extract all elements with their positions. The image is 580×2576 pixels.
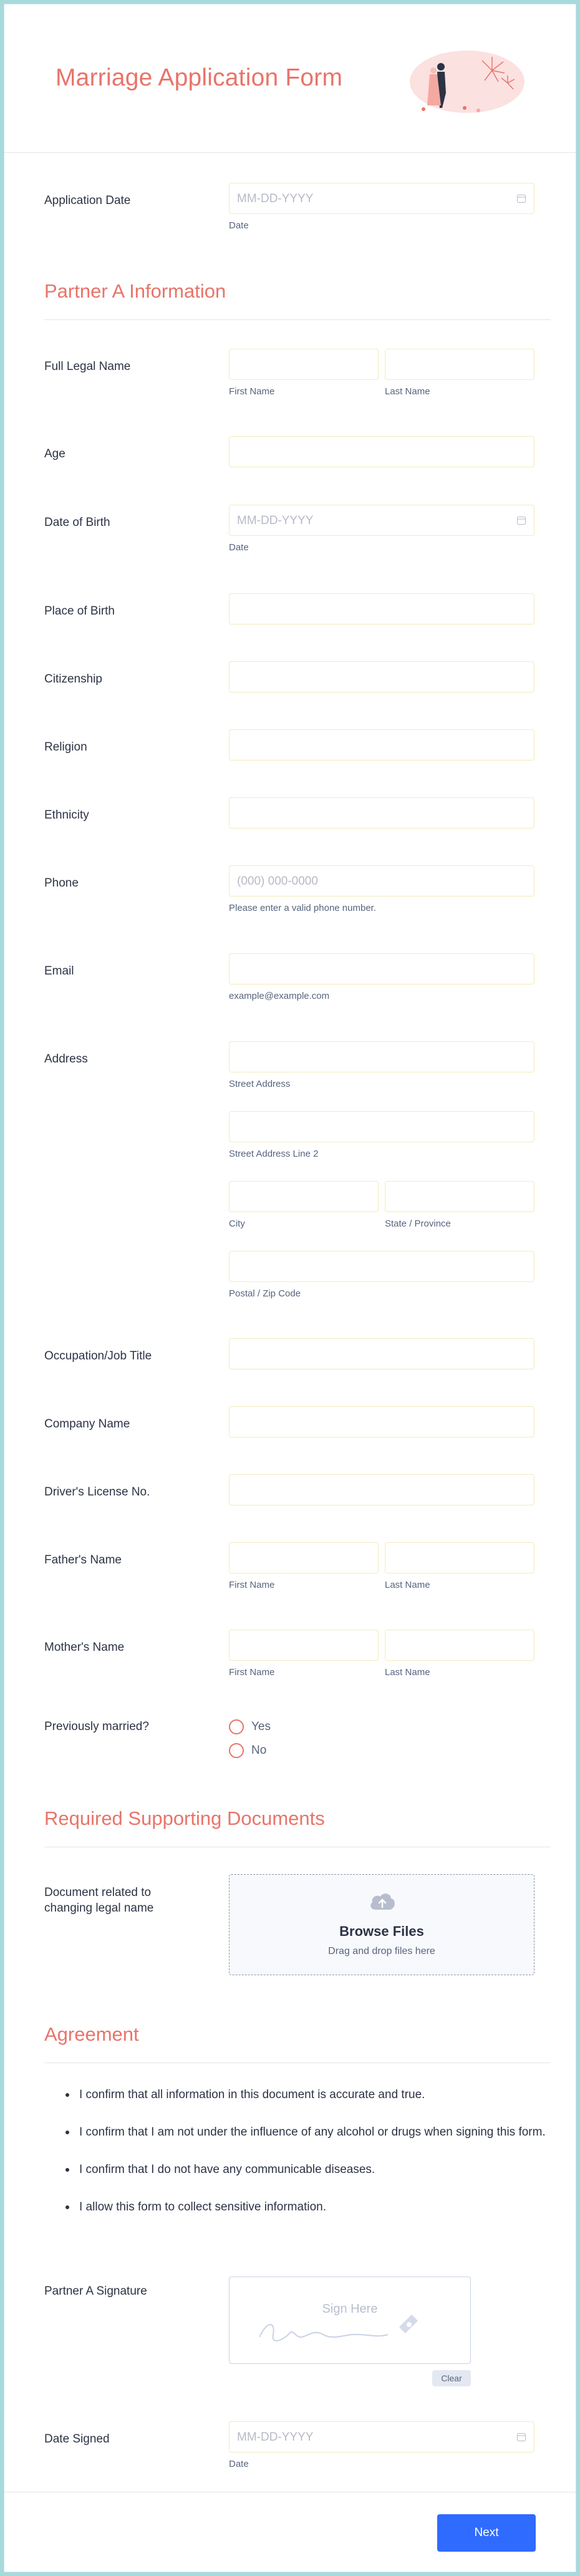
signature-scribble-graphic bbox=[254, 2302, 454, 2352]
street-address-2-input[interactable] bbox=[229, 1111, 534, 1142]
application-date-input[interactable] bbox=[229, 183, 534, 214]
first-name-input[interactable] bbox=[229, 349, 379, 380]
form-footer bbox=[4, 2492, 576, 2572]
calendar-icon[interactable] bbox=[516, 2432, 526, 2442]
email-input[interactable] bbox=[229, 953, 534, 984]
street-address-sublabel: Street Address bbox=[229, 1079, 291, 1089]
city-sublabel: City bbox=[229, 1218, 245, 1229]
street-address-2-sublabel: Street Address Line 2 bbox=[229, 1149, 319, 1159]
father-last-name-input[interactable] bbox=[385, 1542, 534, 1573]
previously-married-label: Previously married? bbox=[44, 1720, 149, 1733]
calendar-icon[interactable] bbox=[516, 515, 526, 525]
date-signed-input[interactable] bbox=[229, 2421, 534, 2452]
drag-drop-hint: Drag and drop files here bbox=[328, 1946, 435, 1956]
place-of-birth-label: Place of Birth bbox=[44, 605, 115, 618]
citizenship-label: Citizenship bbox=[44, 673, 102, 686]
signature-pad[interactable] bbox=[229, 2277, 471, 2364]
mother-name-label: Mother's Name bbox=[44, 1641, 125, 1654]
phone-label: Phone bbox=[44, 877, 79, 890]
address-group bbox=[229, 1041, 534, 1089]
cloud-upload-icon bbox=[369, 1891, 396, 1912]
mother-last-name-sublabel: Last Name bbox=[385, 1667, 430, 1678]
mother-last-name-input[interactable] bbox=[385, 1630, 534, 1661]
father-name-label: Father's Name bbox=[44, 1553, 122, 1567]
application-date-placeholder: MM-DD-YYYY bbox=[237, 192, 314, 205]
state-sublabel: State / Province bbox=[385, 1218, 451, 1229]
application-date-label: Application Date bbox=[44, 194, 131, 207]
ethnicity-label: Ethnicity bbox=[44, 809, 89, 822]
city-input[interactable] bbox=[229, 1181, 379, 1212]
date-signed-sublabel: Date bbox=[229, 2459, 249, 2469]
dob-sublabel: Date bbox=[229, 542, 249, 553]
last-name-sublabel: Last Name bbox=[385, 386, 430, 397]
license-label: Driver's License No. bbox=[44, 1485, 150, 1499]
radio-option-no[interactable] bbox=[229, 1739, 534, 1762]
agreement-item: I confirm that all information in this document is accurate and true. bbox=[65, 2086, 546, 2104]
mother-first-name-sublabel: First Name bbox=[229, 1667, 275, 1678]
calendar-icon[interactable] bbox=[516, 193, 526, 203]
zip-sublabel: Postal / Zip Code bbox=[229, 1288, 301, 1299]
agreement-section-title: Agreement bbox=[44, 2023, 139, 2045]
sign-here-hint: Sign Here bbox=[322, 2302, 378, 2316]
company-input[interactable] bbox=[229, 1406, 534, 1437]
religion-label: Religion bbox=[44, 741, 87, 754]
wedding-couple-illustration bbox=[405, 46, 529, 120]
first-name-sublabel: First Name bbox=[229, 386, 275, 397]
agreement-item: I allow this form to collect sensitive information. bbox=[65, 2198, 546, 2216]
radio-option-yes[interactable] bbox=[229, 1715, 534, 1739]
phone-input[interactable] bbox=[229, 865, 534, 897]
last-name-input[interactable] bbox=[385, 349, 534, 380]
mother-first-name-input[interactable] bbox=[229, 1630, 379, 1661]
full-name-label: Full Legal Name bbox=[44, 360, 131, 373]
partner-a-section-title: Partner A Information bbox=[44, 280, 226, 302]
agreement-item: I confirm that I am not under the influence of any alcohol or drugs when signing this form. bbox=[65, 2123, 546, 2141]
phone-sublabel: Please enter a valid phone number. bbox=[229, 903, 376, 913]
date-signed-label: Date Signed bbox=[44, 2433, 110, 2446]
section-divider bbox=[44, 319, 551, 320]
browse-files-label[interactable]: Browse Files bbox=[339, 1923, 424, 1939]
father-first-name-sublabel: First Name bbox=[229, 1580, 275, 1590]
age-label: Age bbox=[44, 447, 65, 460]
occupation-label: Occupation/Job Title bbox=[44, 1349, 152, 1363]
agreement-item: I confirm that I do not have any communicable diseases. bbox=[65, 2160, 546, 2179]
date-signed-placeholder: MM-DD-YYYY bbox=[237, 2431, 314, 2444]
father-last-name-sublabel: Last Name bbox=[385, 1580, 430, 1590]
place-of-birth-input[interactable] bbox=[229, 593, 534, 625]
documents-section-title: Required Supporting Documents bbox=[44, 1807, 325, 1829]
previously-married-radio-group bbox=[229, 1715, 534, 1762]
form-title: Marriage Application Form bbox=[56, 64, 343, 91]
ethnicity-input[interactable] bbox=[229, 797, 534, 829]
citizenship-input[interactable] bbox=[229, 661, 534, 693]
dob-placeholder: MM-DD-YYYY bbox=[237, 514, 314, 527]
street-address-input[interactable] bbox=[229, 1041, 534, 1072]
form-card bbox=[4, 4, 576, 2572]
radio-circle[interactable] bbox=[229, 1743, 244, 1758]
form-header bbox=[4, 4, 576, 153]
radio-yes-label: Yes bbox=[251, 1720, 271, 1733]
radio-circle[interactable] bbox=[229, 1719, 244, 1734]
phone-placeholder: (000) 000-0000 bbox=[237, 875, 318, 888]
email-sublabel: example@example.com bbox=[229, 991, 330, 1001]
radio-no-label: No bbox=[251, 1744, 267, 1757]
agreement-list bbox=[65, 2086, 546, 2235]
occupation-input[interactable] bbox=[229, 1338, 534, 1369]
pen-icon bbox=[399, 2315, 418, 2333]
state-input[interactable] bbox=[385, 1181, 534, 1212]
document-label: Document related to changing legal name bbox=[44, 1886, 154, 1915]
company-label: Company Name bbox=[44, 1417, 130, 1431]
religion-input[interactable] bbox=[229, 729, 534, 761]
age-input[interactable] bbox=[229, 436, 534, 467]
license-input[interactable] bbox=[229, 1474, 534, 1505]
application-date-group bbox=[229, 183, 534, 231]
file-upload-dropzone[interactable] bbox=[229, 1874, 534, 1975]
zip-input[interactable] bbox=[229, 1251, 534, 1282]
signature-label: Partner A Signature bbox=[44, 2285, 147, 2298]
address-label: Address bbox=[44, 1052, 88, 1066]
application-date-sublabel: Date bbox=[229, 220, 249, 231]
next-button[interactable]: Next bbox=[437, 2514, 536, 2552]
father-first-name-input[interactable] bbox=[229, 1542, 379, 1573]
email-label: Email bbox=[44, 965, 74, 978]
dob-input[interactable] bbox=[229, 505, 534, 536]
dob-label: Date of Birth bbox=[44, 516, 110, 529]
clear-signature-button[interactable]: Clear bbox=[432, 2370, 471, 2386]
